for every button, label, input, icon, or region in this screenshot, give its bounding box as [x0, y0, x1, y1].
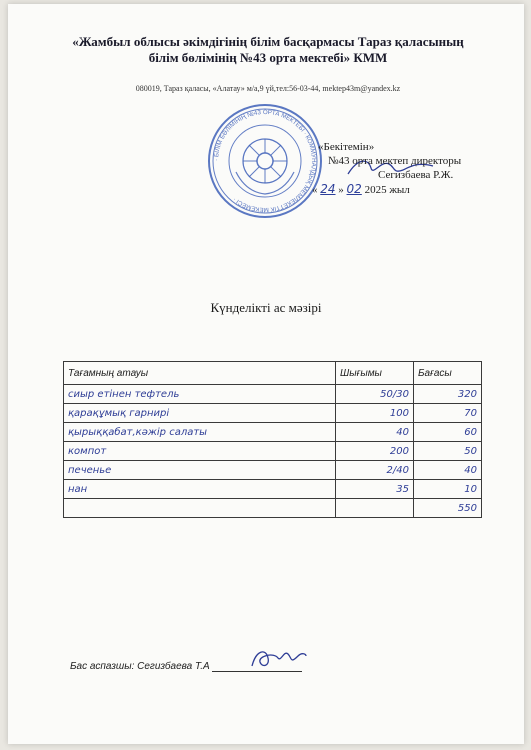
date-month: 02 [346, 182, 362, 196]
organization-line-2: білім бөлімінің №43 орта мектебі» КММ [148, 50, 388, 65]
dish-price: 70 [414, 404, 482, 423]
date-quote-open: « [312, 184, 318, 196]
column-header-price: Бағасы [414, 362, 482, 385]
table-row [64, 423, 482, 442]
date-day: 24 [320, 182, 336, 196]
dish-yield: 2/40 [336, 461, 414, 480]
table-row [64, 404, 482, 423]
table-row [64, 480, 482, 499]
table-total-row [64, 499, 482, 518]
dish-name: печенье [64, 461, 336, 480]
organization-line-1: «Жамбыл облысы әкімдігінің білім басқармасы Тараз қаласының [72, 34, 464, 49]
approval-position: №43 орта мектеп директоры [328, 155, 462, 167]
date-quote-close: » [338, 184, 344, 196]
column-header-yield: Шығымы [336, 362, 414, 385]
approval-block [298, 140, 498, 197]
chef-signature [248, 644, 308, 672]
dish-price: 10 [414, 480, 482, 499]
total-empty-cell [336, 499, 414, 518]
approval-director-name: Сегизбаева Р.Ж. [378, 169, 454, 181]
total-price: 550 [414, 499, 482, 518]
dish-yield: 100 [336, 404, 414, 423]
dish-price: 50 [414, 442, 482, 461]
dish-yield: 35 [336, 480, 414, 499]
svg-text:· БІЛІМ БӨЛІМІНІҢ №43 ОРТА МЕК: · БІЛІМ БӨЛІМІНІҢ №43 ОРТА МЕКТЕБІ · КОММУНАЛДЫҚ МЕМЛЕКЕТТІК МЕКЕМЕСІ · [212, 108, 318, 214]
dish-price: 60 [414, 423, 482, 442]
table-row [64, 385, 482, 404]
dish-name: сиыр етінен тефтель [64, 385, 336, 404]
dish-yield: 200 [336, 442, 414, 461]
column-header-name: Тағамның атауы [64, 362, 336, 385]
table-header-row [64, 362, 482, 385]
dish-name: нан [64, 480, 336, 499]
date-year: 2025 жыл [364, 184, 410, 196]
organization-address: 080019, Тараз қаласы, «Алатау» м/а,9 үй,тел:56-03-44, mektep43m@yandex.kz [135, 84, 401, 93]
approval-date [298, 182, 498, 197]
dish-yield: 50/30 [336, 385, 414, 404]
total-empty-cell [64, 499, 336, 518]
table-row [64, 442, 482, 461]
dish-price: 320 [414, 385, 482, 404]
document-title: Күнделікті ас мәзірі [210, 300, 322, 315]
document-page [8, 4, 524, 744]
menu-table [63, 361, 482, 518]
dish-name: қарақұмық гарнирі [64, 404, 336, 423]
dish-yield: 40 [336, 423, 414, 442]
organization-header [48, 34, 488, 66]
chef-label: Бас аспазшы: Сегизбаева Т.А [70, 661, 210, 672]
table-row [64, 461, 482, 480]
approval-heading: «Бекітемін» [318, 141, 375, 153]
dish-name: компот [64, 442, 336, 461]
dish-price: 40 [414, 461, 482, 480]
dish-name: қырыққабат,кәжір салаты [64, 423, 336, 442]
